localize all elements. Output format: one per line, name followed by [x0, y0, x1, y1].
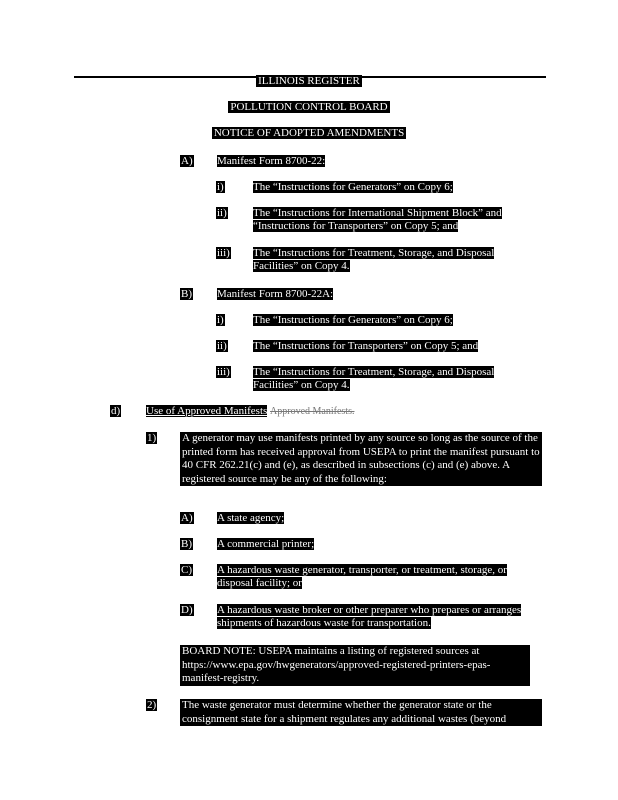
section-a-item-label: ii): [217, 207, 227, 219]
section-a-title: Manifest Form 8700-22:: [217, 155, 326, 167]
item-2-text: The waste generator must determine whether the generator state or the consignment state for a shipment regulates any additional wastes (beyond: [180, 699, 542, 726]
section-b-item: The “Instructions for Treatment, Storage, and Disposal Facilities” on Copy 4.: [253, 366, 495, 391]
section-b-item: The “Instructions for Transporters” on Copy 5; and: [253, 340, 479, 352]
section-b-item-label: iii): [217, 366, 230, 378]
notice-title: NOTICE OF ADOPTED AMENDMENTS: [213, 127, 405, 139]
section-a-item: The “Instructions for Treatment, Storage, and Disposal Facilities” on Copy 4.: [253, 247, 495, 272]
subitem-text: A hazardous waste broker or other preparer who prepares or arranges shipments of hazardous waste for transportation.: [217, 604, 522, 629]
item-1-text: A generator may use manifests printed by any source so long as the source of the printed form has received approval from USEPA to print the manifest pursuant to 40 CFR 262.21(c) and (e), as described in subsections (c) and (e) above. A registered source may be any of the following:: [180, 432, 542, 486]
item-2-label: 2): [147, 699, 157, 711]
section-d-label: d): [111, 405, 121, 417]
section-a-item-label: iii): [217, 247, 230, 259]
subitem-text: A commercial printer;: [217, 538, 315, 550]
section-b-item-label: ii): [217, 340, 227, 352]
subitem-label: B): [181, 538, 192, 550]
item-1-label: 1): [147, 432, 157, 444]
subitem-label: D): [181, 604, 193, 616]
section-a-item: The “Instructions for Generators” on Copy 6;: [253, 181, 453, 193]
board-title: POLLUTION CONTROL BOARD: [230, 101, 388, 113]
subitem-label: A): [181, 512, 193, 524]
subitem-label: C): [181, 564, 192, 576]
struck-text: Approved Manifests.: [270, 406, 355, 417]
section-a-label: A): [181, 155, 193, 167]
section-a-item: The “Instructions for International Shipment Block” and “Instructions for Transporters” on Copy 5; and: [253, 207, 502, 232]
subitem-text: A hazardous waste generator, transporter, or treatment, storage, or disposal facility; or: [217, 564, 507, 589]
section-b-title: Manifest Form 8700-22A:: [217, 288, 334, 300]
board-note: BOARD NOTE: USEPA maintains a listing of registered sources at https://www.epa.gov/hwgenerators/approved-registered-printers-epas-manifest-registry.: [180, 645, 530, 686]
register-title: ILLINOIS REGISTER: [258, 75, 360, 87]
section-d-title: Use of Approved Manifests Approved Manifests.: [146, 405, 355, 417]
section-b-item-label: i): [217, 314, 224, 326]
subitem-text: A state agency;: [217, 512, 285, 524]
section-b-item: The “Instructions for Generators” on Copy 6;: [253, 314, 453, 326]
section-b-label: B): [181, 288, 192, 300]
section-a-item-label: i): [217, 181, 224, 193]
